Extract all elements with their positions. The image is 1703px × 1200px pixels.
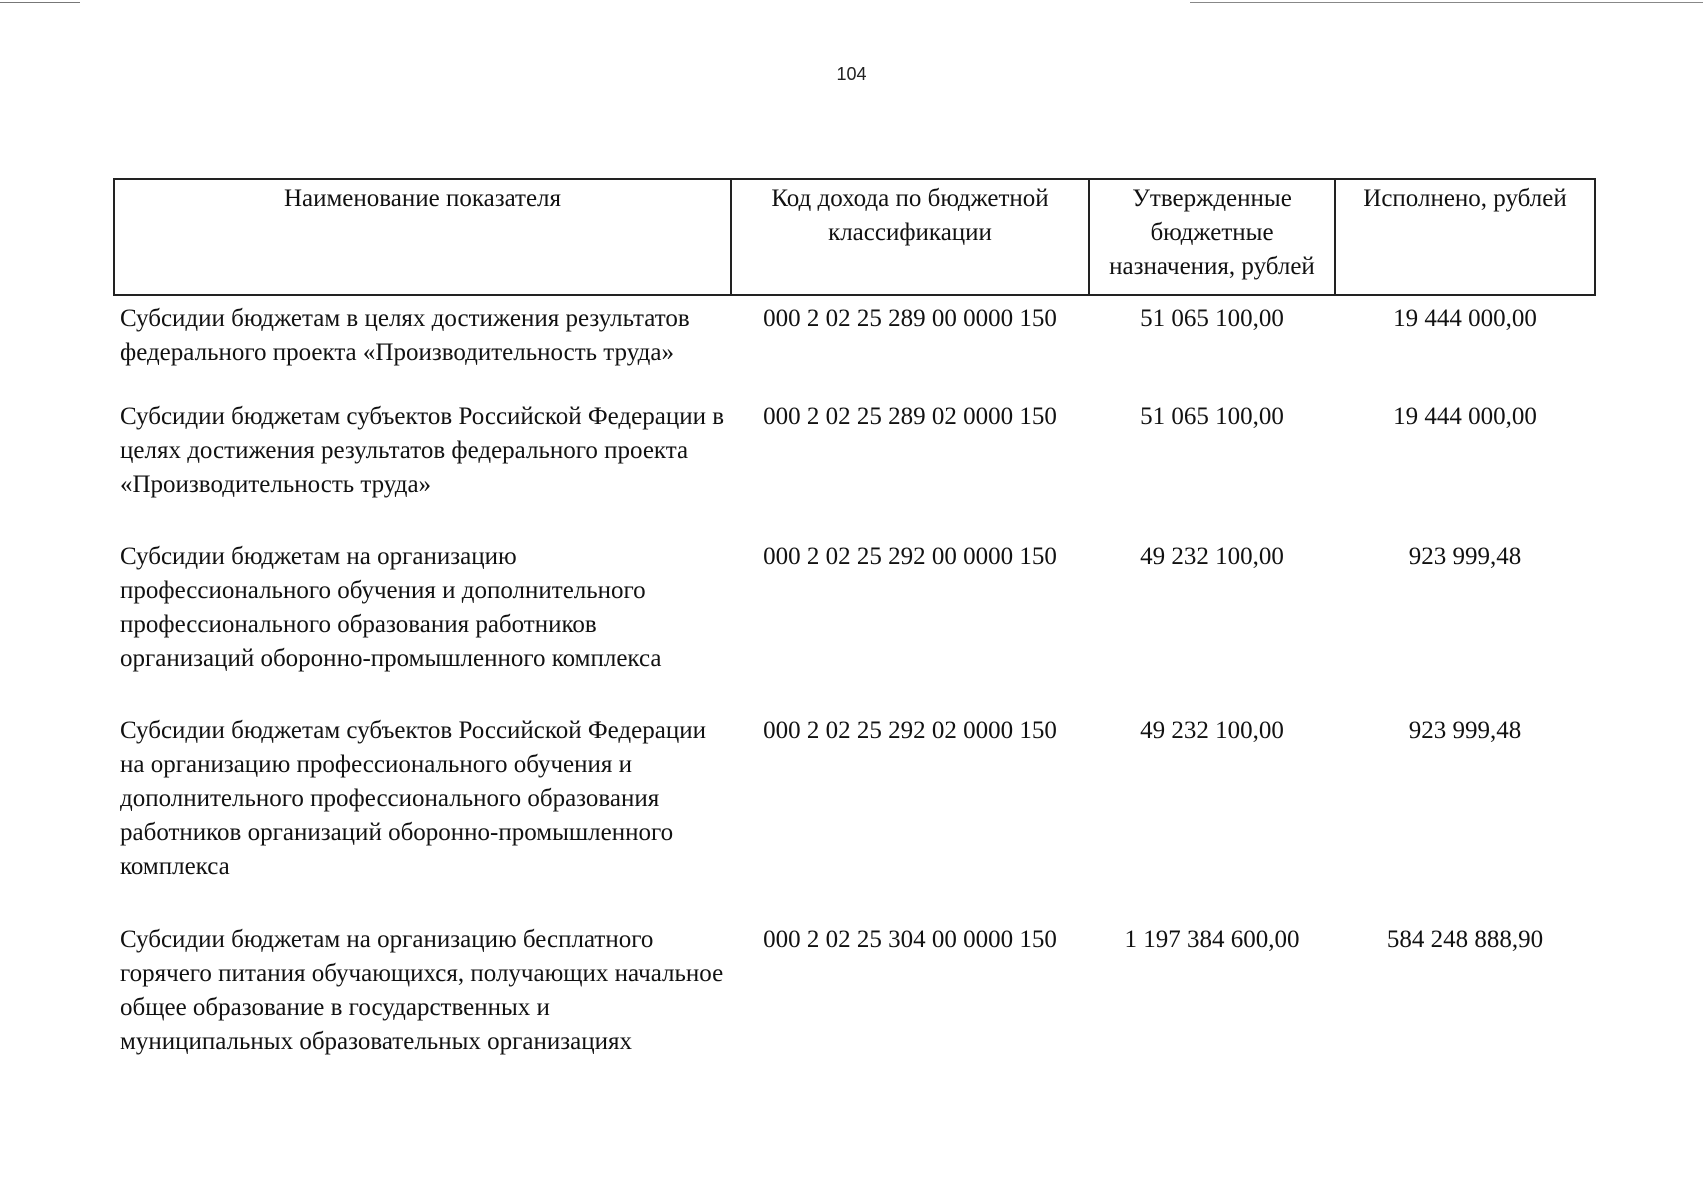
table-row [114,714,1595,923]
budget-income-table [113,178,1596,1073]
header-row [114,179,1595,295]
income-code-cell: 000 2 02 25 304 00 0000 150 [763,926,1057,953]
indicator-name-cell: Субсидии бюджетам субъектов Российской Федерации на организацию профессионального обучения и дополнительного профессионального образования работников организаций оборонно-промышленного комплекса [120,717,706,880]
executed-amount-cell: 923 999,48 [1408,543,1522,570]
income-code-cell: 000 2 02 25 289 02 0000 150 [763,403,1057,430]
budget-table-container [113,178,1594,1073]
executed-amount-cell: 19 444 000,00 [1393,403,1537,430]
income-code-cell: 000 2 02 25 292 00 0000 150 [763,543,1057,570]
page-number: 104 [836,64,867,84]
executed-amount-cell: 584 248 888,90 [1386,926,1544,953]
executed-amount-cell: 19 444 000,00 [1393,305,1537,332]
indicator-name-cell: Субсидии бюджетам на организацию бесплатного горячего питания обучающихся, получающих начальное общее образование в государственных и муниципальных образовательных организациях [120,926,724,1055]
header-indicator-name: Наименование показателя [114,179,731,295]
table-header [114,179,1595,295]
table-row [114,540,1595,714]
indicator-name-cell: Субсидии бюджетам на организацию профессионального обучения и дополнительного профессионального образования работников организаций оборонно-промышленного комплекса [120,543,662,672]
table-body [114,295,1595,1073]
header-executed: Исполнено, рублей [1335,179,1595,295]
table-row [114,295,1595,400]
approved-amount-cell: 49 232 100,00 [1140,717,1284,744]
approved-amount-cell: 1 197 384 600,00 [1124,926,1300,953]
indicator-name-cell: Субсидии бюджетам в целях достижения результатов федерального проекта «Производительность труда» [120,305,690,366]
table-row [114,400,1595,540]
executed-amount-cell: 923 999,48 [1408,717,1522,744]
approved-amount-cell: 51 065 100,00 [1140,403,1284,430]
approved-amount-cell: 49 232 100,00 [1140,543,1284,570]
table-row [114,923,1595,1073]
indicator-name-cell: Субсидии бюджетам субъектов Российской Федерации в целях достижения результатов федерального проекта «Производительность труда» [120,403,725,498]
scan-edge-line-right [1190,2,1703,3]
header-income-code: Код дохода по бюджетной классификации [731,179,1089,295]
header-approved-budget: Утвержденные бюджетные назначения, рублей [1089,179,1335,295]
scan-edge-line-left [0,2,80,3]
approved-amount-cell: 51 065 100,00 [1140,305,1284,332]
income-code-cell: 000 2 02 25 289 00 0000 150 [763,305,1057,332]
income-code-cell: 000 2 02 25 292 02 0000 150 [763,717,1057,744]
